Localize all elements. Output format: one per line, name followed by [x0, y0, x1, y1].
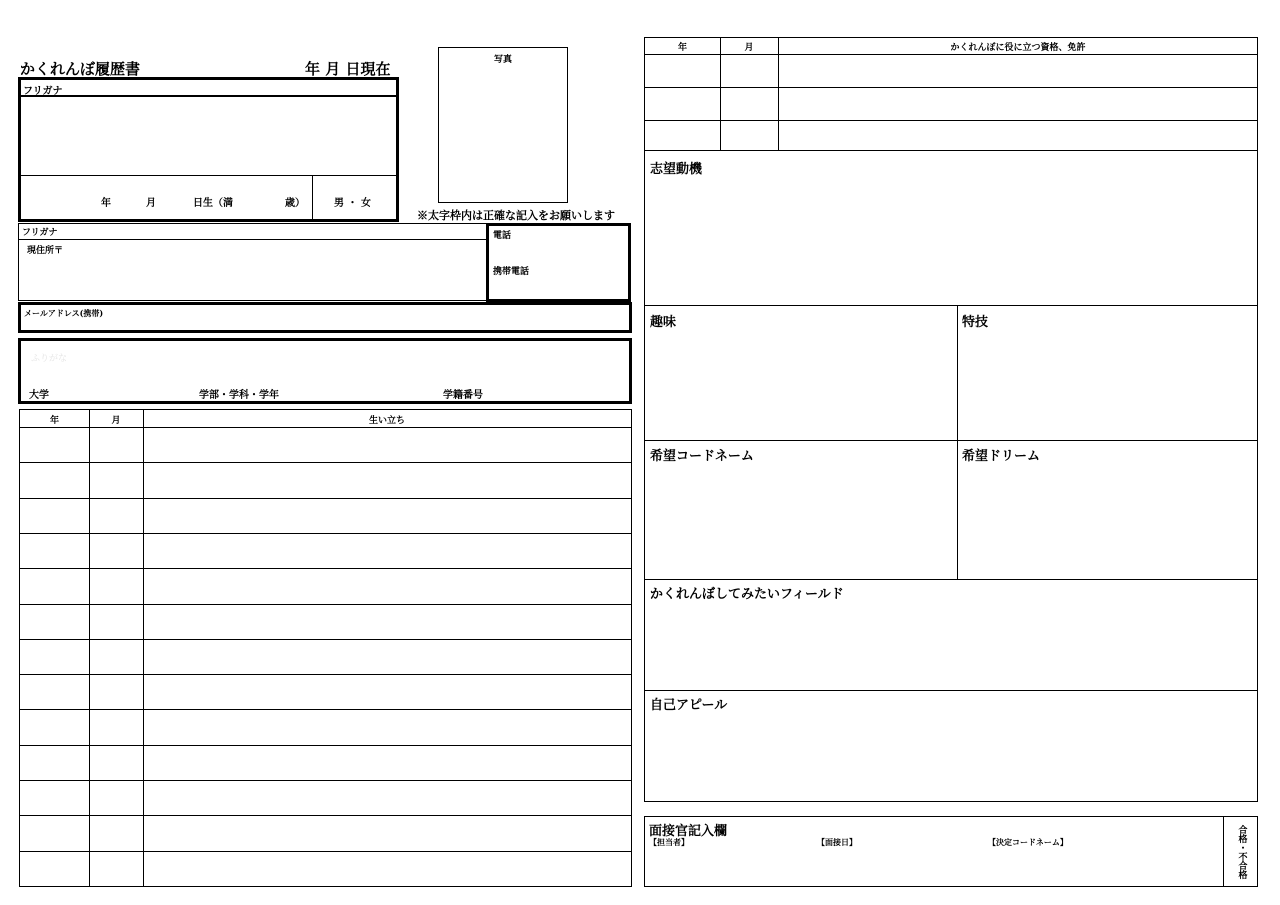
birth-month-label: 月 — [146, 198, 156, 209]
birth-day-label: 日生（満 — [193, 198, 233, 209]
appeal-label: 自己アピール — [650, 698, 728, 713]
history-row-divider — [20, 639, 631, 640]
address-label: 現住所〒 — [27, 246, 64, 256]
history-header-month: 月 — [111, 416, 121, 426]
motivation-label: 志望動機 — [650, 162, 703, 177]
interviewer-title: 面接官記入欄 — [649, 824, 728, 839]
skill-label: 特技 — [962, 315, 989, 330]
license-header-title: かくれんぼに役に立つ資格、免許 — [950, 43, 1086, 53]
phone-label: 電話 — [493, 231, 512, 241]
history-row-divider — [20, 780, 631, 781]
interviewer-date-label: 【面接日】 — [817, 837, 857, 847]
faculty-label: 学部・学科・学年 — [199, 390, 279, 401]
gender-label: 男 ・ 女 — [334, 198, 371, 209]
history-table — [19, 409, 632, 887]
date-label: 年 月 日現在 — [305, 60, 391, 78]
photo-label: 写真 — [493, 55, 512, 65]
field-label: かくれんぼしてみたいフィールド — [650, 587, 844, 602]
result-label: 合格・不合格 — [1236, 825, 1247, 879]
name-furigana-label: フリガナ — [23, 86, 63, 97]
history-row-divider — [20, 498, 631, 499]
history-row-divider — [20, 674, 631, 675]
hobby-label: 趣味 — [650, 315, 677, 330]
birth-year-label: 年 — [101, 198, 111, 209]
interviewer-codename-label: 【決定コードネーム】 — [988, 837, 1068, 847]
student-id-label: 学籍番号 — [443, 390, 483, 401]
history-row-divider — [20, 815, 631, 816]
dream-label: 希望ドリーム — [962, 449, 1041, 464]
phone-box — [486, 223, 631, 302]
mobile-label: 携帯電話 — [493, 267, 530, 277]
page-title: かくれんぼ履歴書 — [20, 60, 141, 78]
history-row-divider — [20, 462, 631, 463]
license-header-month: 月 — [744, 43, 754, 53]
history-row-divider — [20, 709, 631, 710]
history-header-year: 年 — [49, 416, 59, 426]
school-box — [18, 338, 632, 404]
license-header-year: 年 — [677, 43, 687, 53]
history-row-divider — [20, 533, 631, 534]
history-header-story: 生い立ち — [368, 416, 405, 426]
name-box — [18, 77, 399, 222]
school-furigana-faint: ふりがな — [31, 354, 68, 364]
history-row-divider — [20, 745, 631, 746]
codename-label: 希望コードネーム — [650, 449, 754, 464]
university-label: 大学 — [29, 390, 49, 401]
history-row-divider — [20, 851, 631, 852]
history-row-divider — [20, 568, 631, 569]
history-row-divider — [20, 604, 631, 605]
email-box — [18, 302, 632, 333]
photo-box — [438, 47, 568, 203]
age-label: 歳） — [285, 198, 305, 209]
license-table — [644, 37, 1258, 151]
interviewer-box — [644, 816, 1258, 887]
sections-block — [644, 150, 1258, 802]
notice-text: ※太字枠内は正確な記入をお願いします — [417, 209, 615, 222]
interviewer-person-label: 【担当者】 — [649, 837, 689, 847]
address-furigana-label: フリガナ — [22, 228, 58, 238]
address-box — [18, 223, 488, 301]
email-label: メールアドレス(携帯) — [24, 308, 104, 318]
